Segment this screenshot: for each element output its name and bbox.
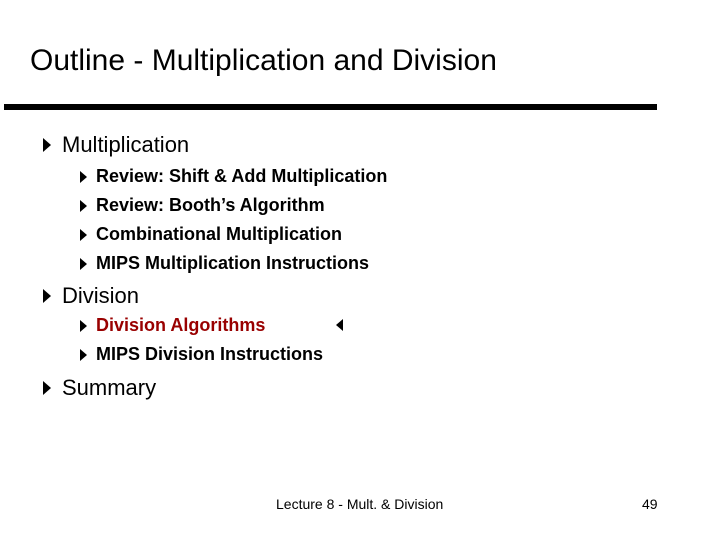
sub-bullet-arrow-icon — [80, 229, 87, 241]
sub-bullet-arrow-icon — [80, 349, 87, 361]
slide-title: Outline - Multiplication and Division — [30, 44, 497, 77]
sub-bullet — [80, 253, 369, 274]
sub-bullet-arrow-icon — [80, 258, 87, 270]
sub-bullet-label: MIPS Multiplication Instructions — [96, 253, 370, 273]
bullet-label: Multiplication — [62, 132, 190, 157]
bullet-arrow-icon — [43, 289, 51, 303]
sub-bullet-arrow-icon — [80, 200, 87, 212]
bullet-division — [43, 283, 139, 309]
sub-bullet-label: Combinational Multiplication — [96, 224, 342, 244]
sub-bullet-label: Review: Booth’s Algorithm — [96, 195, 325, 215]
bullet-label: Division — [62, 283, 140, 308]
bullet-summary — [43, 375, 156, 401]
title-divider — [4, 104, 657, 110]
sub-bullet — [80, 195, 325, 216]
current-topic-marker-icon — [336, 319, 343, 331]
sub-bullet — [80, 166, 387, 187]
footer-lecture-title: Lecture 8 - Mult. & Division — [276, 496, 444, 512]
sub-bullet-arrow-icon — [80, 320, 87, 332]
sub-bullet — [80, 224, 342, 245]
bullet-label: Summary — [62, 375, 157, 400]
bullet-arrow-icon — [43, 381, 51, 395]
sub-bullet — [80, 344, 323, 365]
bullet-multiplication — [43, 132, 189, 158]
sub-bullet-label: MIPS Division Instructions — [96, 344, 324, 364]
bullet-arrow-icon — [43, 138, 51, 152]
sub-bullet-arrow-icon — [80, 171, 87, 183]
sub-bullet-highlighted — [80, 315, 265, 336]
sub-bullet-label: Division Algorithms — [96, 315, 266, 335]
page-number: 49 — [642, 496, 658, 512]
sub-bullet-label: Review: Shift & Add Multiplication — [96, 166, 388, 186]
